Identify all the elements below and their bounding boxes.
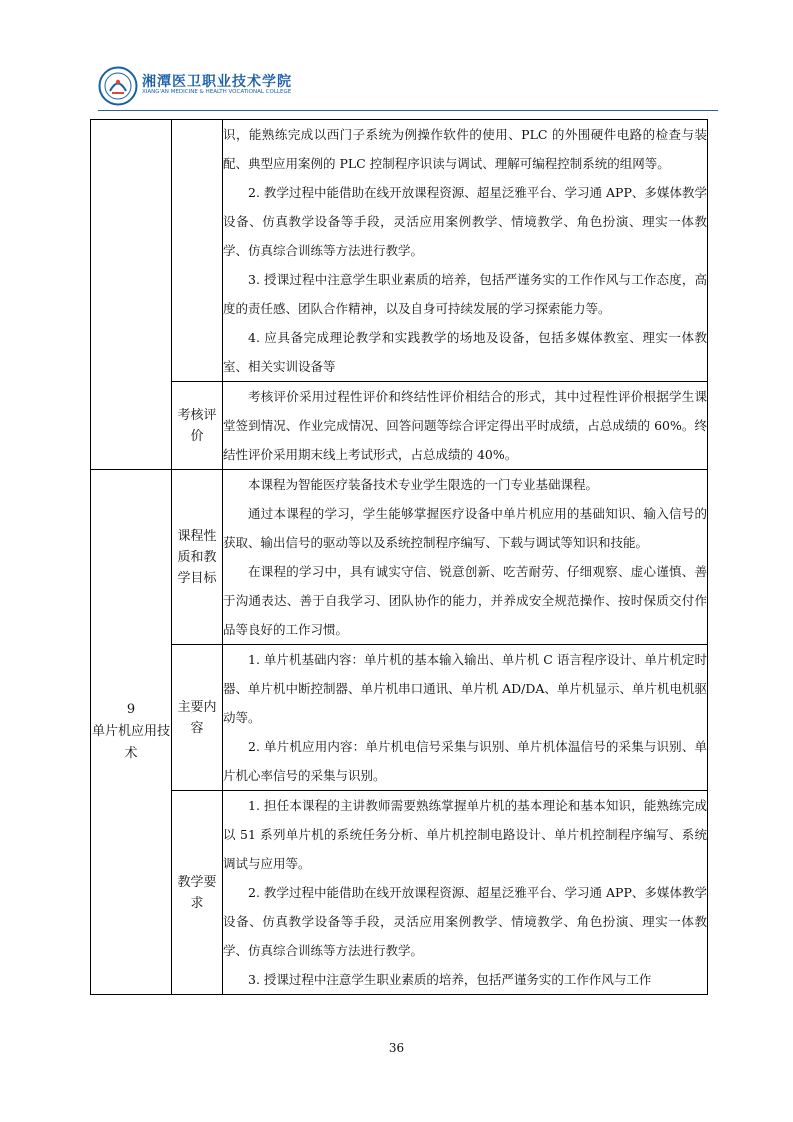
course-name: 单片机应用技术 (91, 724, 170, 761)
nature-paragraph: 通过本课程的学习，学生能够掌握医疗设备中单片机应用的基础知识、输入信号的获取、输出信号的驱动等以及系统控制程序编写、下载与调试等知识和技能。 (223, 506, 707, 550)
requirement-paragraph: 3. 授课过程中注意学生职业素质的培养，包括严谨务实的工作作风与工作 (248, 972, 652, 987)
requirement-paragraph: 识，能熟练完成以西门子系统为例操作软件的使用、PLC 的外围硬件电路的检查与装配、典型应用案例的 PLC 控制程序识读与调试、理解可编程控制系统的组网等。 (223, 127, 707, 171)
page-header (98, 66, 718, 108)
table-row (91, 120, 708, 382)
empty-course-cell (91, 120, 172, 470)
course-nature-content (223, 470, 708, 645)
content-label-text: 主要内容 (177, 699, 217, 736)
table-row (91, 645, 708, 791)
college-logo-icon (98, 66, 138, 106)
requirement-label (172, 791, 223, 995)
nature-paragraph: 本课程为智能医疗装备技术专业学生限选的一门专业基础课程。 (248, 477, 599, 492)
requirement-paragraph: 4. 应具备完成理论教学和实践教学的场地及设备，包括多媒体教室、理实一体教室、相关实训设备等 (223, 330, 707, 374)
assessment-label (172, 382, 223, 470)
table-row (91, 791, 708, 995)
page-number: 36 (388, 1041, 405, 1055)
teaching-requirements-continued (223, 120, 708, 382)
assessment-paragraph: 考核评价采用过程性评价和终结性评价相结合的形式，其中过程性评价根据学生课堂签到情况、作业完成情况、回答问题等综合评定得出平时成绩，占总成绩的 60%。终结性评价采用期末线上考试形式，占总成绩的 40%。 (223, 389, 707, 462)
school-name-en: XIANG'AN MEDICINE & HEALTH VOCATIONAL COLLEGE (142, 89, 292, 95)
requirement-label-text: 教学要求 (177, 874, 217, 911)
school-name: 湘潭医卫职业技术学院 (142, 74, 292, 90)
teaching-requirements (223, 791, 708, 995)
table-row (91, 382, 708, 470)
header-divider (98, 110, 718, 111)
assessment-content (223, 382, 708, 470)
curriculum-table (90, 119, 708, 995)
main-content (223, 645, 708, 791)
nature-paragraph: 在课程的学习中，具有诚实守信、锐意创新、吃苦耐劳、仔细观察、虚心谨慎、善于沟通表达、善于自我学习、团队协作的能力，并养成安全规范操作、按时保质交付作品等良好的工作习惯。 (223, 564, 707, 637)
content-label (172, 645, 223, 791)
assessment-label-text: 考核评价 (177, 407, 217, 444)
nature-label-text: 课程性质和教学目标 (177, 528, 217, 586)
table-row (91, 470, 708, 645)
empty-label-cell (172, 120, 223, 382)
requirement-paragraph: 1. 担任本课程的主讲教师需要熟练掌握单片机的基本理论和基本知识，能熟练完成以 51 系列单片机的系统任务分析、单片机控制电路设计、单片机控制程序编写、系统调试与应用等。 (223, 798, 707, 871)
nature-label (172, 470, 223, 645)
requirement-paragraph: 2. 教学过程中能借助在线开放课程资源、超星泛雅平台、学习通 APP、多媒体教学设备、仿真教学设备等手段，灵活应用案例教学、情境教学、角色扮演、理实一体教学、仿真综合训练等方法进行教学。 (223, 885, 707, 958)
course-cell (91, 470, 172, 995)
requirement-paragraph: 3. 授课过程中注意学生职业素质的培养，包括严谨务实的工作作风与工作态度，高度的责任感、团队合作精神，以及自身可持续发展的学习探索能力等。 (223, 272, 707, 316)
course-number: 9 (126, 702, 136, 717)
content-paragraph: 1. 单片机基础内容：单片机的基本输入输出、单片机 C 语言程序设计、单片机定时器、单片机中断控制器、单片机串口通讯、单片机 AD/DA、单片机显示、单片机电机驱动等。 (223, 652, 707, 725)
content-paragraph: 2. 单片机应用内容：单片机电信号采集与识别、单片机体温信号的采集与识别、单片机心率信号的采集与识别。 (223, 739, 707, 783)
requirement-paragraph: 2. 教学过程中能借助在线开放课程资源、超星泛雅平台、学习通 APP、多媒体教学设备、仿真教学设备等手段，灵活应用案例教学、情境教学、角色扮演、理实一体教学、仿真综合训练等方法进行教学。 (223, 185, 707, 258)
